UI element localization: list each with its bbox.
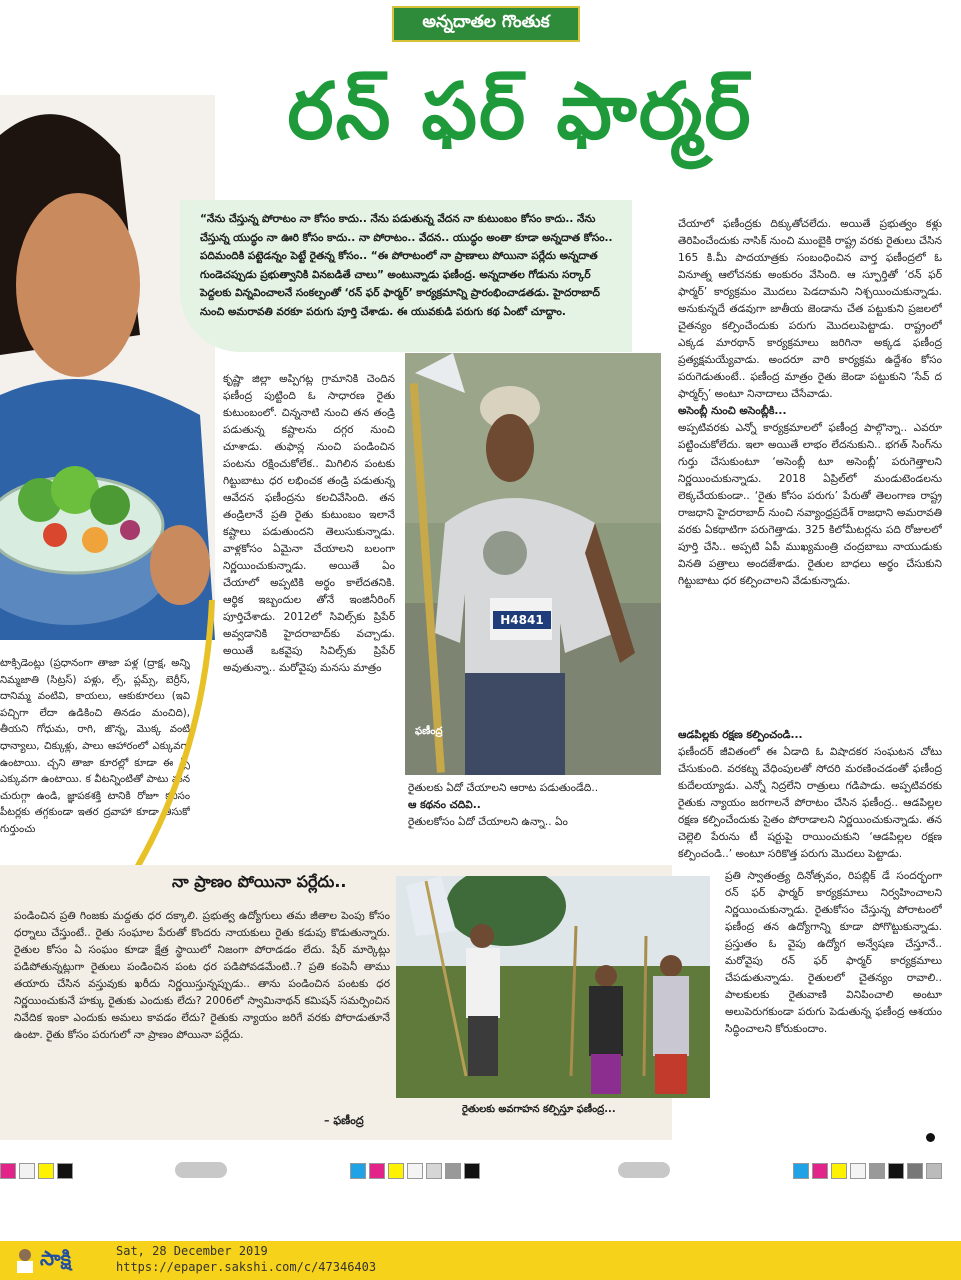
headline: రన్ ఫర్ ఫార్మర్ (287, 67, 753, 157)
article-paragraph: రైతులకు ఏదో చేయాలని ఆరాట పడుతుండేది.. (408, 782, 599, 794)
sidebar-text: పండించిన ప్రతి గింజకు మద్దతు ధర దక్కాలి. ప్రభుత్వ ఉద్యోగులు తమ జీతాల పెంపు కోసం ధర్నాలు చేస్తుంటే.. రైతు సంఘాల పేరుతో కొందరు నాయకులు రైతు కడుపు కొడుతున్నారు. రైతుల కోసం ఏ సంఘం కూడా క్షేత్ర స్థాయిలో నిజంగా పోరాడడం లేదు. షేర్ మార్కెట్లు పడిపోతున్నట్లుగా రైతులు పండించిన పంట ధర పడిపోవడమేంటి..? ప్రతి కంపెనీ తాము తయారు చేసిన వస్తువుకు ఖరీదు నిర్ణయిస్తున్నప్పుడు.. తాను పండించిన పంటకు ధర నిర్ణయించుకునే హక్కు రైతుకు ఎందుకు లేదు? 2006లో స్వామినాథన్ కమిషన్ సమర్పించిన నివేదిక ఇంకా ఎందుకు అమలు కావడం లేదు? రైతుకు న్యాయం జరిగే వరకు పోరాడుతూనే ఉంటా. రైతు కోసం పరుగులో నా ప్రాణం పోయినా పర్లేదు. (14, 910, 390, 1041)
article-paragraph: చేయాలో ఫణీంద్రకు దిక్కుతోచలేదు. అయితే ప్రభుత్వం కళ్లు తెరిపించేందుకు నాసిక్ నుంచి ముంబైకి రాష్ట్ర వరకు రైతులు చేసిన 165 కి.మీ పాదయాత్రకు సంబంధించిన వార్త ఫణీంద్రలో ఓ వినూత్న ఆలోచనకు అంకురం వేసింది. ఆ స్ఫూర్తితో ‘రన్ ఫర్ ఫార్మర్’ కార్యక్రమం మొదలు పెడదామని నిశ్చయించుకున్నాడు. అనుకున్నదే తడవుగా జాతీయ జెండాను చేత పట్టుకుని ప్రజలలో చైతన్యం కల్పించేందుకు పరుగు మొదలుపెట్టాడు. రాష్ట్రంలో ఎక్కడ మారథాన్ కార్యక్రమాలు జరిగినా అక్కడ ఫణీంద్ర ప్రత్యక్షమయ్యేవాడు. అందరూ వారి కార్యక్రమ ఉద్దేశం కోసం పరుగెడుతుంటే.. ఫణీంద్ర మాత్రం రైతు జెండా పట్టుకుని ‘సేవ్ ద ఫార్మర్స్’ అంటూ నినాదాలు చేసేవాడు. (678, 218, 942, 400)
runner-photo (405, 353, 661, 775)
print-registration-marks-right (793, 1161, 945, 1181)
footer-info (116, 1243, 376, 1275)
article-paragraph: ఫణీందర్ జీవితంలో ఈ ఏడాది ఓ విషాదకర సంఘటన చోటు చేసుకుంది. వరకట్న వేధింపులతో సోదరి మరణించడంతో ఫణీంద్ర కుదేలయ్యాడు. ఎన్నో నిద్రలేని రాత్రులు గడిపాడు. అప్పటివరకు రైతుకు న్యాయం జరగాలనే పోరాటం చేసిన ఫణీంద్ర.. ఆడపిల్లల రక్షణ కల్పించేందుకు సైతం పోరాడాలని నిర్ణయించుకున్నాడు. తన చెల్లెలి పేరును టీ షర్టుపై రాయించుకుని ‘ఆడపిల్లల రక్షణ కల్పించండి..’ అంటూ సరికొత్త పరుగు మొదలు పెట్టాడు. (678, 746, 942, 860)
quote-box (180, 200, 632, 352)
runner-photo-caption: ఫణీంద్ర (415, 726, 443, 737)
article-column-middle (408, 780, 664, 850)
logo-text: సాక్షి (40, 1245, 72, 1270)
print-registration-bar (175, 1162, 227, 1178)
article-paragraph: రైతులకోసం ఏదో చేయాలని ఉన్నా.. ఏం (408, 816, 568, 828)
article-column-right-3 (725, 868, 942, 1130)
field-photo (396, 876, 710, 1098)
subheading: ఆడపిల్లకు రక్షణ కల్పించండి... (678, 729, 803, 741)
ad-text: టాక్సిడెంట్లు (ప్రధానంగా తాజా పళ్ల (ద్రాక్ష, అన్ని నిమ్మజాతి (సిట్రస్) పళ్లు, ల్స్, ప్లమ్స్, బెర్రీస్, దానిమ్మ వంటివి, కాయలు, ఆకుకూరలు (ఇవి పచ్చిగా లేదా ఉడికించి తినడం మంచిది), తీయని గోధుమ, రాగి, జొన్న, మొక్క వంటి ధాన్యాలు, చిక్కుళ్లు, పాలు ఆహారంలో ఎక్కువగా ఉంటాయి. చ్చని తాజా కూరల్లో కూడా ఈ న్స్ ఎక్కువగా ఉంటాయి. క వీటన్నింటితో పాటు మన చురుగ్గా ఉండి, జ్ఞాపకశక్తి టానికి రోజూ కనీసం పీటర్లకు తగ్గకుండా ఇతర ద్రవాహా కూడా తీసుకో గుర్తుంచు (0, 658, 190, 835)
sakshi-logo (14, 1245, 110, 1275)
print-registration-bar (618, 1162, 670, 1178)
sidebar-signature: – ఫణీంద్ర (324, 1114, 364, 1127)
article-paragraph: అప్పటివరకు ఎన్నో కార్యక్రమాలలో ఫణీంద్ర పాల్గొన్నా.. ఎవరూ పట్టించుకోలేదు. ఇలా అయితే లాభం లేదనుకుని.. భగత్ సింగ్‌ను గుర్తు చేసుకుంటూ ‘అసెంబ్లీ టూ అసెంబ్లీ’ పరుగెత్తాలని నిర్ణయించుకున్నాడు. 2018 ఏప్రిల్‌లో మండుటెండలను లెక్కచేయకుండా.. ‘రైతు కోసం పరుగు’ పేరుతో తెలంగాణ రాష్ట్ర రాజధాని హైదరాబాద్ నుంచి నవ్యాంధ్రప్రదేశ్ రాజధాని అమరావతి వరకు ఏకథాటిగా పరుగెత్తాడు. 325 కిలోమీటర్లను పది రోజులలో పూర్తి చేసి.. అప్పటి ఏపీ ముఖ్యమంత్రి చంద్రబాబు నాయుడుకు వినతి పత్రాలు అందజేశాడు. రైతుల బాధలు అర్థం చేసుకుని గిట్టుబాటు ధర కల్పించాలని వేడుకున్నాడు. (678, 422, 942, 587)
sidebar-title: నా ప్రాణం పోయినా పర్లేదు.. (172, 872, 347, 891)
footer-url[interactable]: https://epaper.sakshi.com/c/47346403 (116, 1260, 377, 1274)
article-column-left (223, 371, 395, 839)
print-registration-marks-center (350, 1161, 483, 1181)
subheading: ఆ కథనం చదివి.. (408, 799, 481, 811)
field-photo-caption: రైతులకు అవగాహన కల్పిస్తూ ఫణీంద్ర... (462, 1104, 616, 1115)
article-paragraph: కృష్ణా జిల్లా అప్పిగట్ల గ్రామానికి చెందిన ఫణీంద్ర పుట్టింది ఓ సాధారణ రైతు కుటుంబంలో. చిన్ననాటి నుంచి తన తండ్రి పడుతున్న కష్టాలను దగ్గర నుంచి చూశాడు. తుఫాన్ల నుంచి పండించిన పంటను రక్షించుకోలేక.. మిగిలిన పంటకు గిట్టుబాటు ధర లభించక తండ్రి పడుతున్న ఆవేదన ఫణీంద్రను కలచివేసింది. తన తండ్రిలానే ప్రతి రైతు కుటుంబం ఇలానే కష్టాలు పడుతుందని తెలుసుకున్నాడు. వాళ్లకోసం ఏమైనా చేయాలని బలంగా నిర్ణయించుకున్నాడు. అయితే ఏం చేయాలో అప్పటికి అర్థం కాలేదతనికి. ఆర్థిక ఇబ్బందుల తోనే ఇంజినీరింగ్ పూర్తిచేశాడు. 2012లో సివిల్స్‌కు ప్రిపేర్ అవ్వడానికి హైదరాబాద్‌కు వచ్చాడు. అయితే ఒకవైపు సివిల్స్‌కు ప్రిపేర్ అవుతున్నా.. మరోవైపు మనసు మాత్రం (223, 373, 395, 674)
article-paragraph: ప్రతి స్వాతంత్ర్య దినోత్సవం, రిపబ్లిక్ డే సందర్భంగా రన్ ఫర్ ఫార్మర్ కార్యక్రమాలు నిర్వహించాలని నిర్ణయించుకున్నాడు. రైతుకోసం చేస్తున్న పోరాటంలో ఫణీంద్ర తన ఉద్యోగాన్ని కూడా పోగొట్టుకున్నాడు. ప్రస్తుతం ఓ వైపు ఉద్యోగ అన్వేషణ చేస్తూనే.. మరోవైపు రన్ ఫర్ ఫార్మర్ కార్యక్రమాలు చేపడుతున్నాడు. రైతులలో చైతన్యం రావాలి.. పాలకులకు రైతువాణి వినిపించాలి అంటూ అలుపెరుగకుండా పరుగు పెడుతున్న ఫణీంద్ర ఆశయం సిద్ధించాలని కోరుకుందాం. (725, 870, 942, 1035)
portrait-icon (14, 1247, 36, 1273)
quote-text: “నేను చేస్తున్న పోరాటం నా కోసం కాదు.. నేను పడుతున్న వేదన నా కుటుంబం కోసం కాదు.. నేను చేస్తున్న యుద్ధం నా ఊరి కోసం కాదు.. నా పోరాటం.. వేదన.. యుద్ధం అంతా కూడా అన్నదాత కోసం.. పదిమందికి పట్టెడన్నం పెట్టే రైతన్న కోసం.. “ఈ పోరాటంలో నా ప్రాణాలు పోయినా పర్లేదు అన్నదాత గుండెచప్పుడు ప్రభుత్వానికి వినబడితే చాలు” అంటున్నాడు ఫణీంద్ర. అన్నదాతల గోడును సర్కార్ పెద్దలకు విన్నవించాలనే సంకల్పంతో ‘రన్ ఫర్ ఫార్మర్’ కార్యక్రమాన్ని ప్రారంభించాడతడు. హైదరాబాద్ నుంచి అమరావతి వరకూ పరుగు పూర్తి చేశాడు. ఈ యువకుడి పరుగు కథ ఏంటో చూద్దాం. (200, 213, 613, 318)
article-column-right-2 (678, 727, 942, 867)
section-kicker: అన్నదాతల గొంతుక (392, 6, 580, 42)
end-dot (926, 1133, 935, 1142)
ad-image (0, 95, 215, 640)
article-column-right (678, 216, 942, 701)
bib-number: H4841 (493, 611, 551, 629)
print-registration-marks-left (0, 1161, 76, 1181)
subheading: అసెంబ్లీ నుంచి అసెంబ్లీకి... (678, 405, 787, 417)
footer-date: Sat, 28 December 2019 (116, 1244, 268, 1258)
